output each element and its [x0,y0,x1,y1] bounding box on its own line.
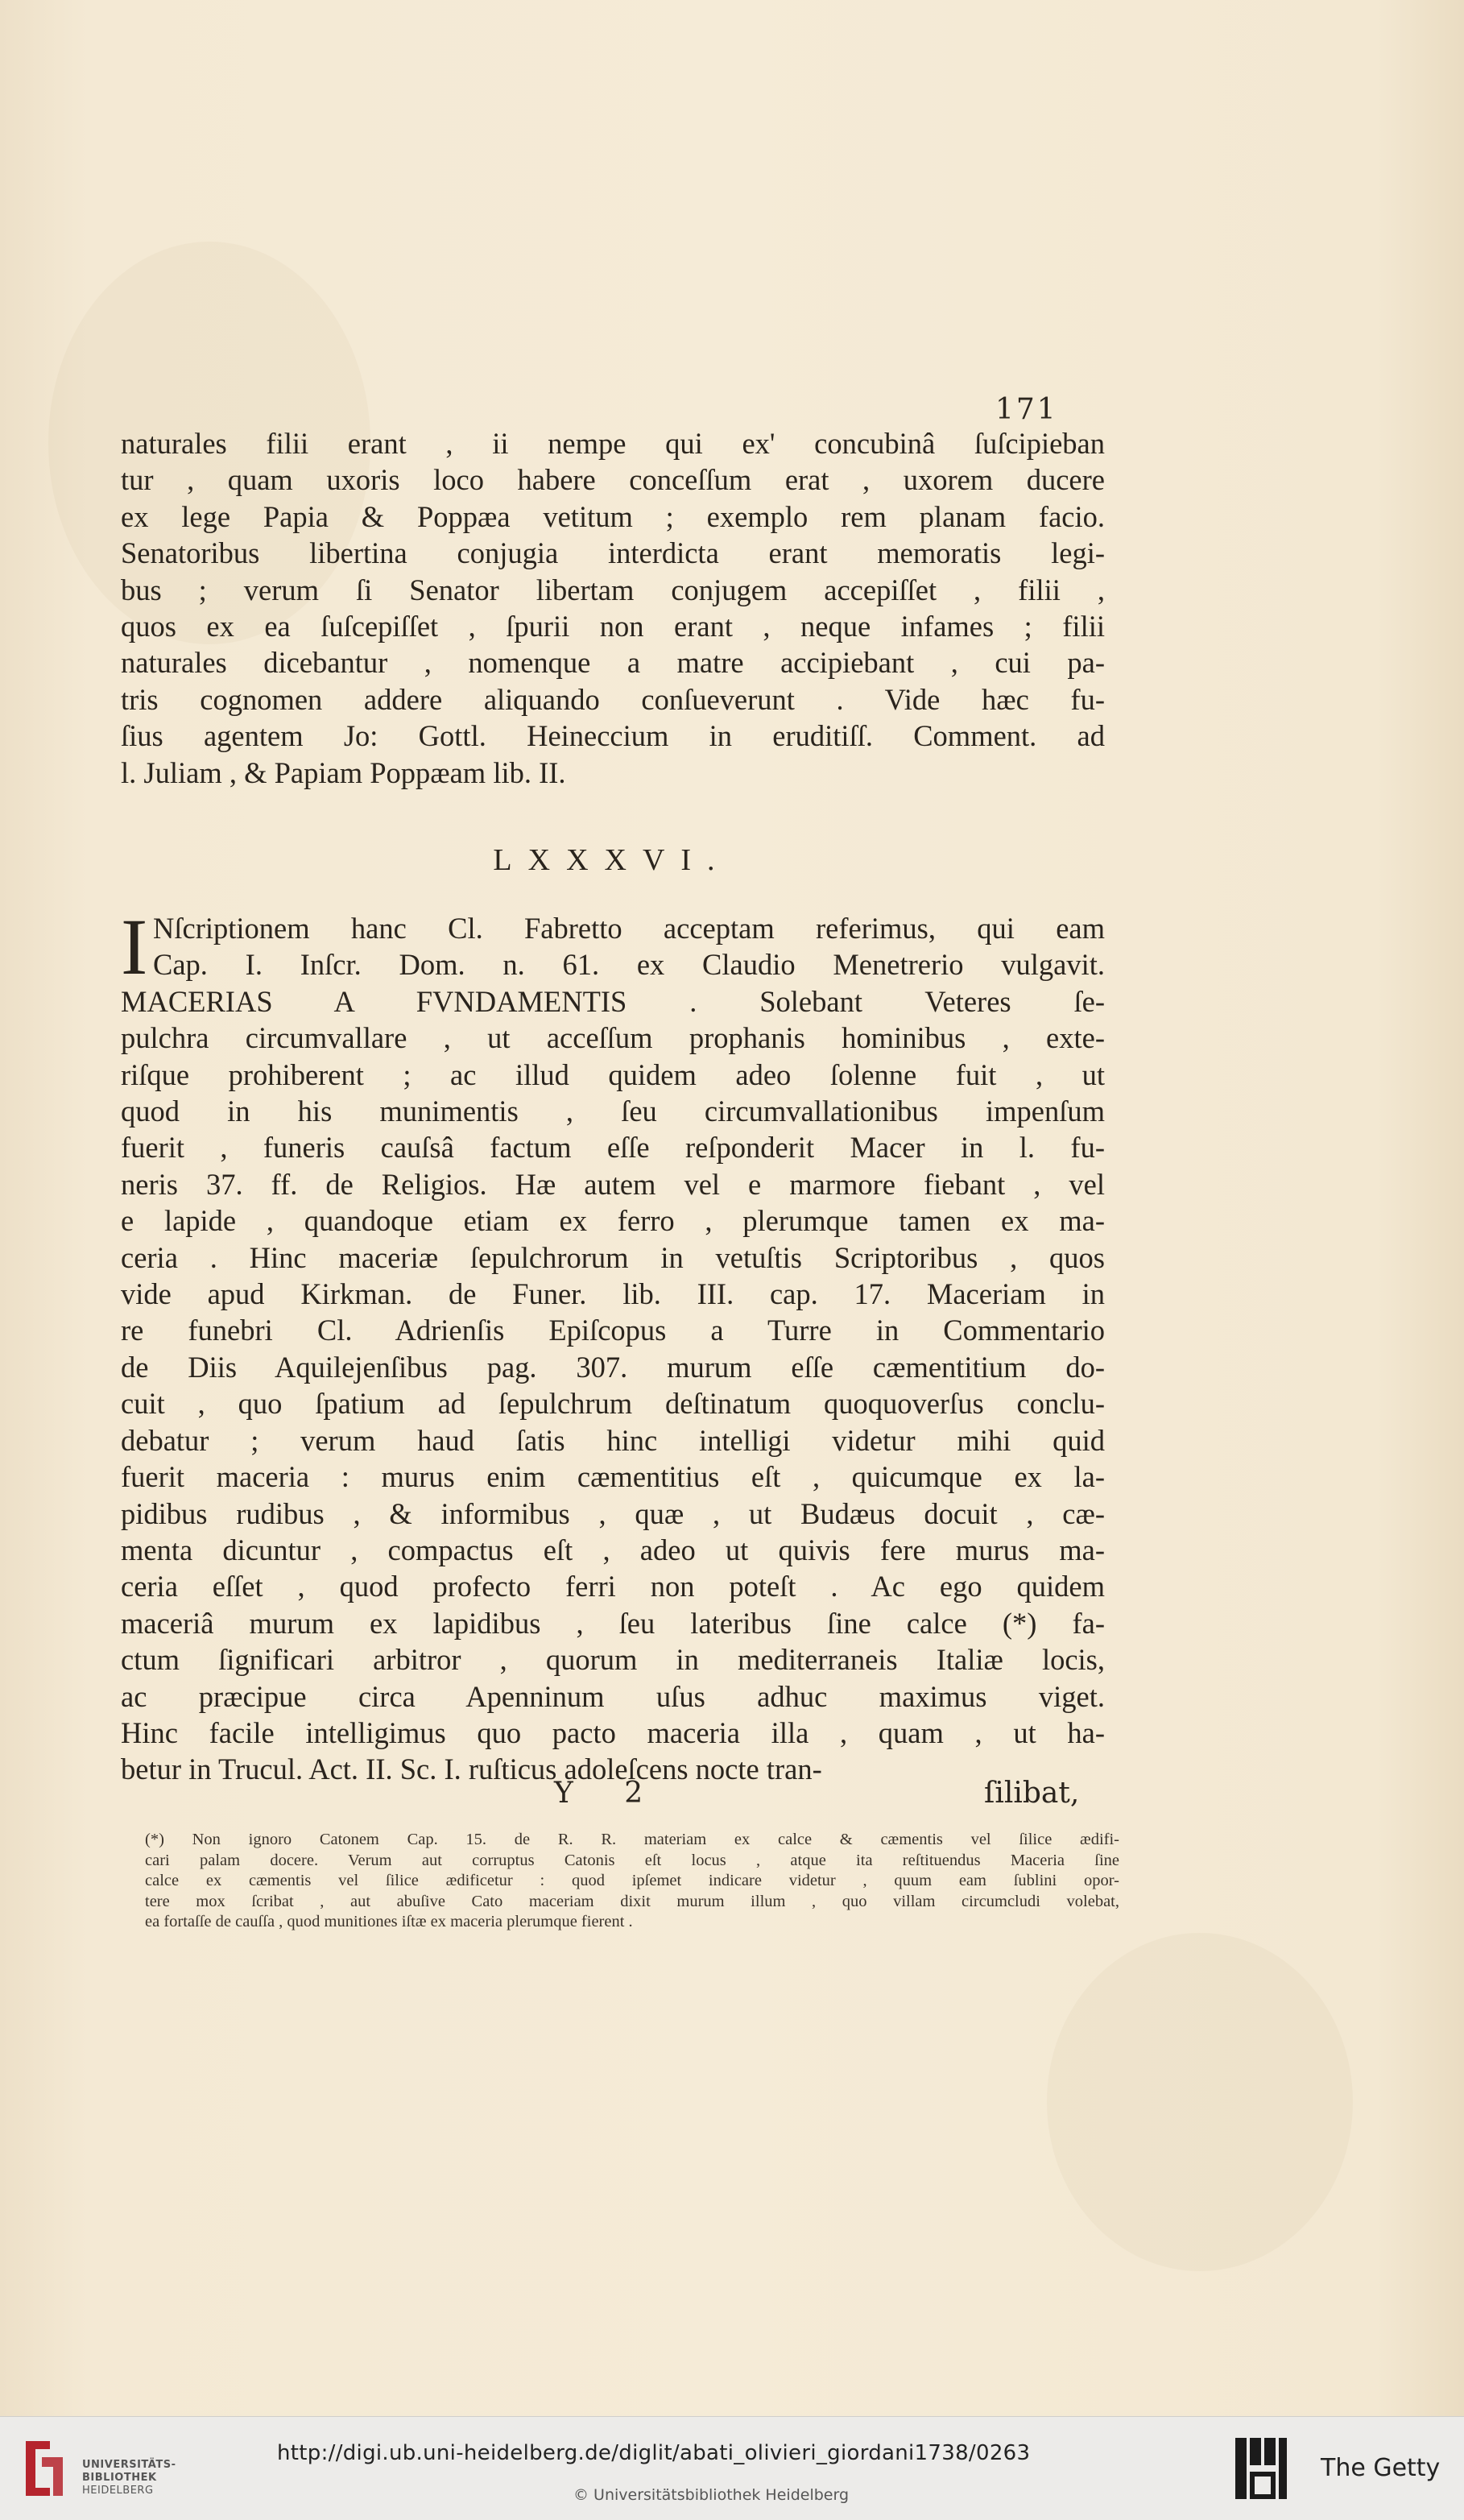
drop-cap: I [121,902,148,991]
text-line: cuit , quo ſpatium ad ſepulchrum deſtinatum quoquoverſus conclu- [121,1387,1105,1421]
footnote-line: ea fortaſſe de cauſſa , quod munitiones iſtæ ex maceria plerumque fierent . [145,1913,633,1931]
text-line: pulchra circumvallare , ut acceſſum prophanis hominibus , exte- [121,1021,1105,1055]
text-line: quod in his munimentis , ſeu circumvallationibus impenſum [121,1094,1105,1128]
text-line: ctum ſignificari arbitror , quorum in mediterraneis Italiæ locis, [121,1643,1105,1677]
library-name-line2: BIBLIOTHEK [82,2472,157,2484]
library-name-line3: HEIDELBERG [82,2485,154,2497]
text-line: pidibus rudibus , & informibus , quæ , ut Budæus docuit , cæ- [121,1496,1105,1530]
catchword: ſilibat, [984,1777,1080,1810]
text-line: vide apud Kirkman. de Funer. lib. III. cap. 17. Maceriam in [121,1277,1105,1311]
text-line: Cap. I. Inſcr. Dom. n. 61. ex Claudio Menetrerio vulgavit. [153,948,1105,982]
text-line: fuerit , funeris cauſsâ factum eſſe reſponderit Macer in l. fu- [121,1131,1105,1165]
text-line: ceria . Hinc maceriæ ſepulchrorum in vetuſtis Scriptoribus , quos [121,1240,1105,1274]
intro-paragraph [121,425,1105,791]
footnote-line: cari palam docere. Verum aut corruptus Catonis eſt locus , atque ita reſtituendus Maceria ſine [145,1851,1119,1869]
text-line: neris 37. ff. de Religios. Hæ autem vel e marmore fiebant , vel [121,1167,1105,1201]
footnote-line: (*) Non ignoro Catonem Cap. 15. de R. R. materiam ex calce & cæmentis vel ſilice ædifi- [145,1831,1119,1848]
text-line: naturales dicebantur , nomenque a matre accipiebant , cui pa- [121,646,1105,680]
text-line: ex lege Papia & Poppæa vetitum ; exemplo rem planam facio. [121,499,1105,533]
source-url-link[interactable]: http://digi.ub.uni-heidelberg.de/diglit/abati_olivieri_giordani1738/0263 [277,2441,1031,2465]
text-line: menta dicuntur , compactus eſt , adeo ut quivis fere murus ma- [121,1533,1105,1566]
text-line: re funebri Cl. Adrienſis Epiſcopus a Turre in Commentario [121,1314,1105,1347]
text-line: e lapide , quandoque etiam ex ferro , plerumque tamen ex ma- [121,1204,1105,1238]
text-line: Nſcriptionem hanc Cl. Fabretto acceptam referimus, qui eam [153,912,1105,945]
footnote-line: calce ex cæmentis vel ſilice ædificetur : quod ipſemet indicare videtur , quum eam ſublini opor- [145,1872,1119,1890]
paper-stain [1047,1933,1353,2271]
text-line: betur in Trucul. Act. II. Sc. I. ruſticus adoleſcens nocte tran- [121,1752,822,1786]
heidelberg-library-logo-icon [18,2435,71,2502]
text-line: naturales filii erant , ii nempe qui ex' concubinâ ſuſcipieban [121,427,1105,460]
text-line: de Diis Aquilejenſibus pag. 307. murum eſſe cæmentitium do- [121,1350,1105,1384]
library-name [82,2459,176,2497]
viewer-footer [0,2416,1464,2520]
text-line: maceriâ murum ex lapidibus , ſeu lateribus ſine calce (*) fa- [121,1606,1105,1640]
text-line: bus ; verum ſi Senator libertam conjugem accepiſſet , filii , [121,573,1105,606]
footnote-line: tere mox ſcribat , aut abuſive Cato maceriam dixit murum illum , quo villam circumcludi volebat, [145,1892,1119,1910]
signature-mark: Y 2 [554,1777,664,1810]
text-line: Hinc facile intelligimus quo pacto maceria illa , quam , ut ha- [121,1715,1105,1749]
text-line: fuerit maceria : murus enim cæmentitius eſt , quicumque ex la- [121,1460,1105,1494]
text-line: quos ex ea ſuſcepiſſet , ſpurii non erant , neque infames ; filii [121,610,1105,643]
text-line: debatur ; verum haud ſatis hinc intelligi videtur mihi quid [121,1423,1105,1457]
text-line: Senatoribus libertina conjugia interdicta erant memoratis legi- [121,536,1105,570]
getty-logo-icon[interactable] [1232,2435,1290,2502]
text-line: tris cognomen addere aliquando conſueverunt . Vide hæc fu- [121,682,1105,716]
text-line: MACERIAS A FVNDAMENTIS . Solebant Veteres ſe- [121,984,1105,1018]
text-line: ſius agentem Jo: Gottl. Heineccium in eruditiſſ. Comment. ad [121,719,1105,753]
page-number: 171 [995,393,1058,426]
text-line: ac præcipue circa Apenninum uſus adhuc maximus viget. [121,1679,1105,1713]
library-logo[interactable] [18,2435,179,2502]
section-heading: LXXXVI. [493,843,731,877]
body-paragraph [121,902,1105,1788]
text-line: l. Juliam , & Papiam Poppæam lib. II. [121,755,566,789]
copyright-notice: © Universitätsbibliothek Heidelberg [573,2486,850,2504]
library-name-line1: UNIVERSITÄTS- [82,2459,176,2471]
footnote [145,1830,1119,1933]
text-line: ceria eſſet , quod profecto ferri non poteſt . Ac ego quidem [121,1570,1105,1603]
getty-label: The Getty [1321,2454,1441,2482]
text-line: tur , quam uxoris loco habere conceſſum erat , uxorem ducere [121,463,1105,497]
text-line: riſque prohiberent ; ac illud quidem adeo ſolenne fuit , ut [121,1057,1105,1091]
